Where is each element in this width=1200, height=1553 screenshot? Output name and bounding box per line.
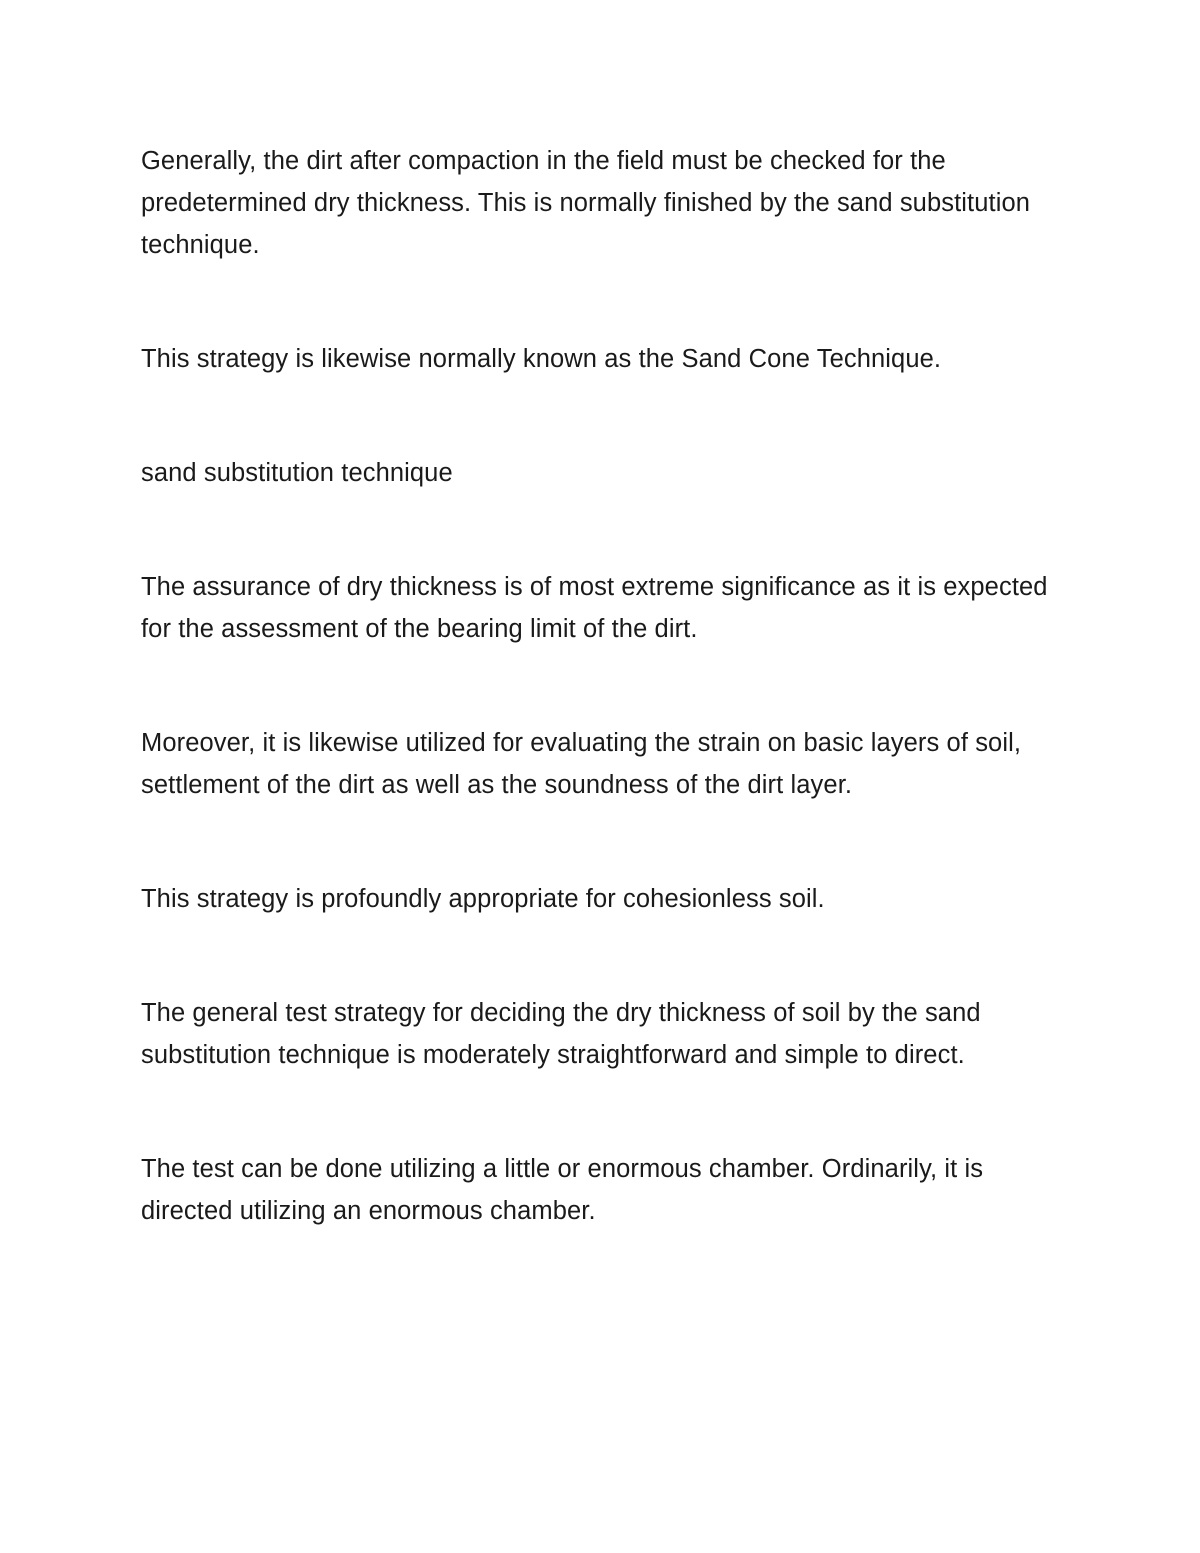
- paragraph-chamber: The test can be done utilizing a little or enormous chamber. Ordinarily, it is directed utilizing an enormous chamber.: [141, 1155, 984, 1225]
- paragraph-heading: sand substitution technique: [141, 459, 453, 487]
- paragraph-cohesionless: This strategy is profoundly appropriate for cohesionless soil.: [141, 885, 825, 913]
- paragraph-assurance: The assurance of dry thickness is of most extreme significance as it is expected for the assessment of the bearing limit of the dirt.: [141, 573, 1048, 643]
- paragraph-sand-cone: This strategy is likewise normally known as the Sand Cone Technique.: [141, 345, 942, 373]
- document-body: [141, 140, 1061, 1232]
- paragraph-intro: Generally, the dirt after compaction in the field must be checked for the predetermined dry thickness. This is normally finished by the sand substitution technique.: [141, 147, 1031, 259]
- paragraph-general-test: The general test strategy for deciding the dry thickness of soil by the sand substitution technique is moderately straightforward and simple to direct.: [141, 999, 981, 1069]
- paragraph-moreover: Moreover, it is likewise utilized for evaluating the strain on basic layers of soil, settlement of the dirt as well as the soundness of the dirt layer.: [141, 729, 1022, 799]
